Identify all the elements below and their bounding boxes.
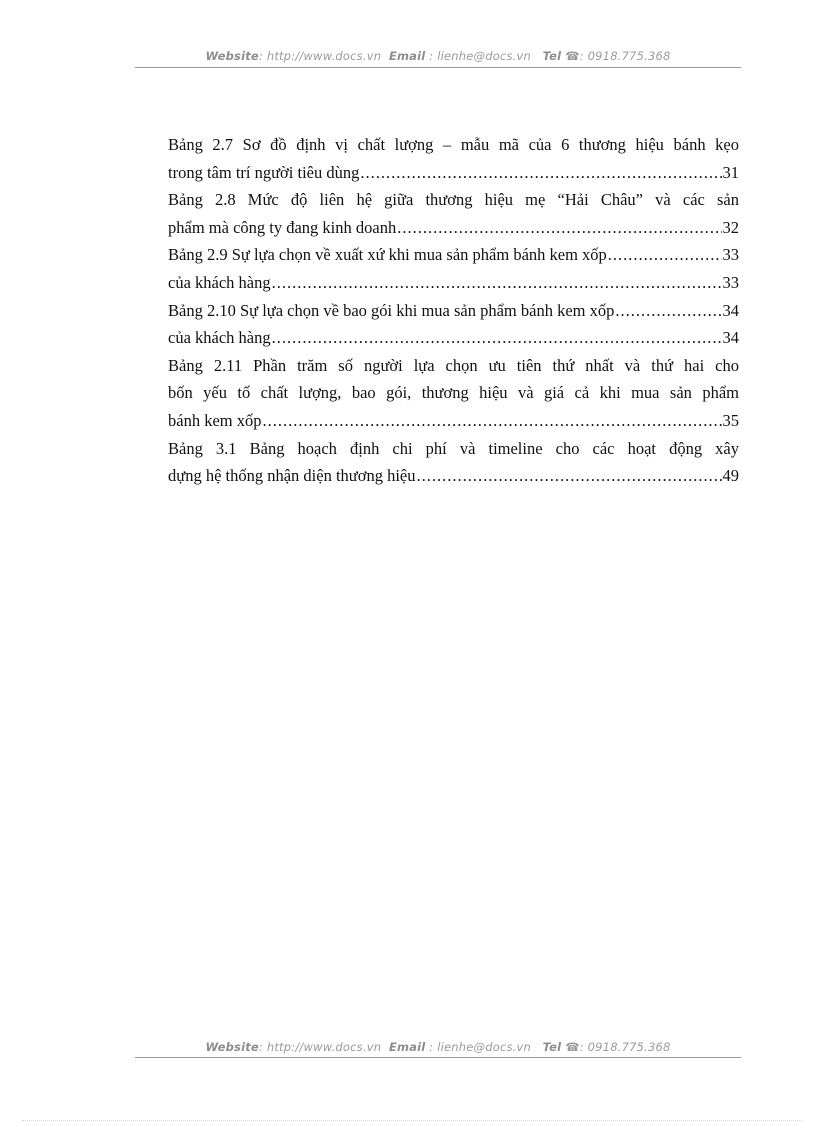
dot-leader: [360, 159, 721, 187]
footer-website-value: : http://www.docs.vn: [258, 1040, 382, 1054]
toc-entry-title-cont: phẩm mà công ty đang kinh doanh: [168, 217, 397, 237]
toc-entry-page: 33: [722, 272, 739, 292]
toc-entry-page: 33: [722, 245, 739, 265]
toc-entry: [168, 352, 739, 435]
header-website-label: Website: [205, 49, 259, 63]
footer-rule: [135, 1057, 741, 1058]
toc-entry-title: Bảng 2.8 Mức độ liên hệ giữa thương hiệu mẹ “Hải Châu” và các sản: [168, 190, 739, 210]
toc-entry-page: 34: [722, 328, 739, 348]
dot-leader: [608, 241, 722, 269]
toc-entry-title-cont: của khách hàng: [168, 272, 271, 292]
dot-leader: [272, 269, 722, 297]
toc-entry: [168, 297, 739, 352]
table-of-contents: [168, 131, 739, 490]
toc-entry-title: Bảng 2.9 Sự lựa chọn về xuất xứ khi mua sản phẩm bánh kem xốp: [168, 245, 607, 265]
page-edge-divider: [22, 1120, 802, 1121]
header-website-value: : http://www.docs.vn: [258, 49, 382, 63]
toc-entry: [168, 186, 739, 241]
toc-entry-tail: [168, 269, 739, 297]
toc-entry-head: [168, 241, 739, 269]
toc-entry-title-cont: trong tâm trí người tiêu dùng: [168, 162, 360, 182]
toc-entry-title: Bảng 2.10 Sự lựa chọn về bao gói khi mua sản phẩm bánh kem xốp: [168, 300, 615, 320]
dot-leader: [262, 407, 721, 435]
dot-leader: [272, 324, 722, 352]
footer-tel-value: : 0918.775.368: [579, 1040, 671, 1054]
toc-entry-title-cont: dựng hệ thống nhận diện thương hiệu: [168, 466, 416, 486]
footer-website-label: Website: [205, 1040, 259, 1054]
footer-email-label: Email: [388, 1040, 426, 1054]
toc-entry-title: Bảng 2.11 Phần trăm số người lựa chọn ưu tiên thứ nhất và thứ hai cho: [168, 355, 739, 375]
toc-entry-page: 32: [722, 217, 739, 237]
toc-entry-title: Bảng 2.7 Sơ đồ định vị chất lượng – mẫu mã của 6 thương hiệu bánh kẹo: [168, 135, 739, 154]
toc-entry-title: Bảng 3.1 Bảng hoạch định chi phí và timeline cho các hoạt động xây: [168, 438, 739, 458]
toc-entry: [168, 435, 739, 490]
toc-entry-head: [168, 297, 739, 325]
page-footer: [135, 1040, 741, 1054]
dot-leader: [615, 297, 721, 325]
header-email-value: : lienhe@docs.vn: [429, 49, 532, 63]
toc-entry-page: 34: [722, 300, 739, 320]
toc-entry-page: 49: [722, 466, 739, 486]
header-tel-value: : 0918.775.368: [579, 49, 671, 63]
toc-entry: [168, 131, 739, 186]
toc-entry-tail: [168, 214, 739, 242]
phone-icon: ☎: [565, 1040, 580, 1054]
dot-leader: [417, 462, 722, 490]
toc-entry-page: 35: [722, 410, 739, 430]
phone-icon: ☎: [565, 49, 580, 63]
header-tel-label: Tel: [542, 49, 562, 63]
page-header: [135, 49, 741, 63]
toc-entry-title-cont: bốn yếu tố chất lượng, bao gói, thương hiệu và giá cả khi mua sản phẩm: [168, 383, 739, 403]
toc-entry-title-cont: của khách hàng: [168, 328, 271, 348]
toc-entry-title-cont: bánh kem xốp: [168, 410, 262, 430]
toc-entry-page: 31: [722, 162, 739, 182]
footer-tel-label: Tel: [542, 1040, 562, 1054]
header-rule: [135, 67, 741, 68]
toc-entry-tail: [168, 324, 739, 352]
toc-entry-tail: [168, 462, 739, 490]
dot-leader: [397, 214, 721, 242]
footer-email-value: : lienhe@docs.vn: [429, 1040, 532, 1054]
toc-entry: [168, 241, 739, 296]
toc-entry-tail: [168, 407, 739, 435]
toc-entry-tail: [168, 159, 739, 187]
header-email-label: Email: [388, 49, 426, 63]
